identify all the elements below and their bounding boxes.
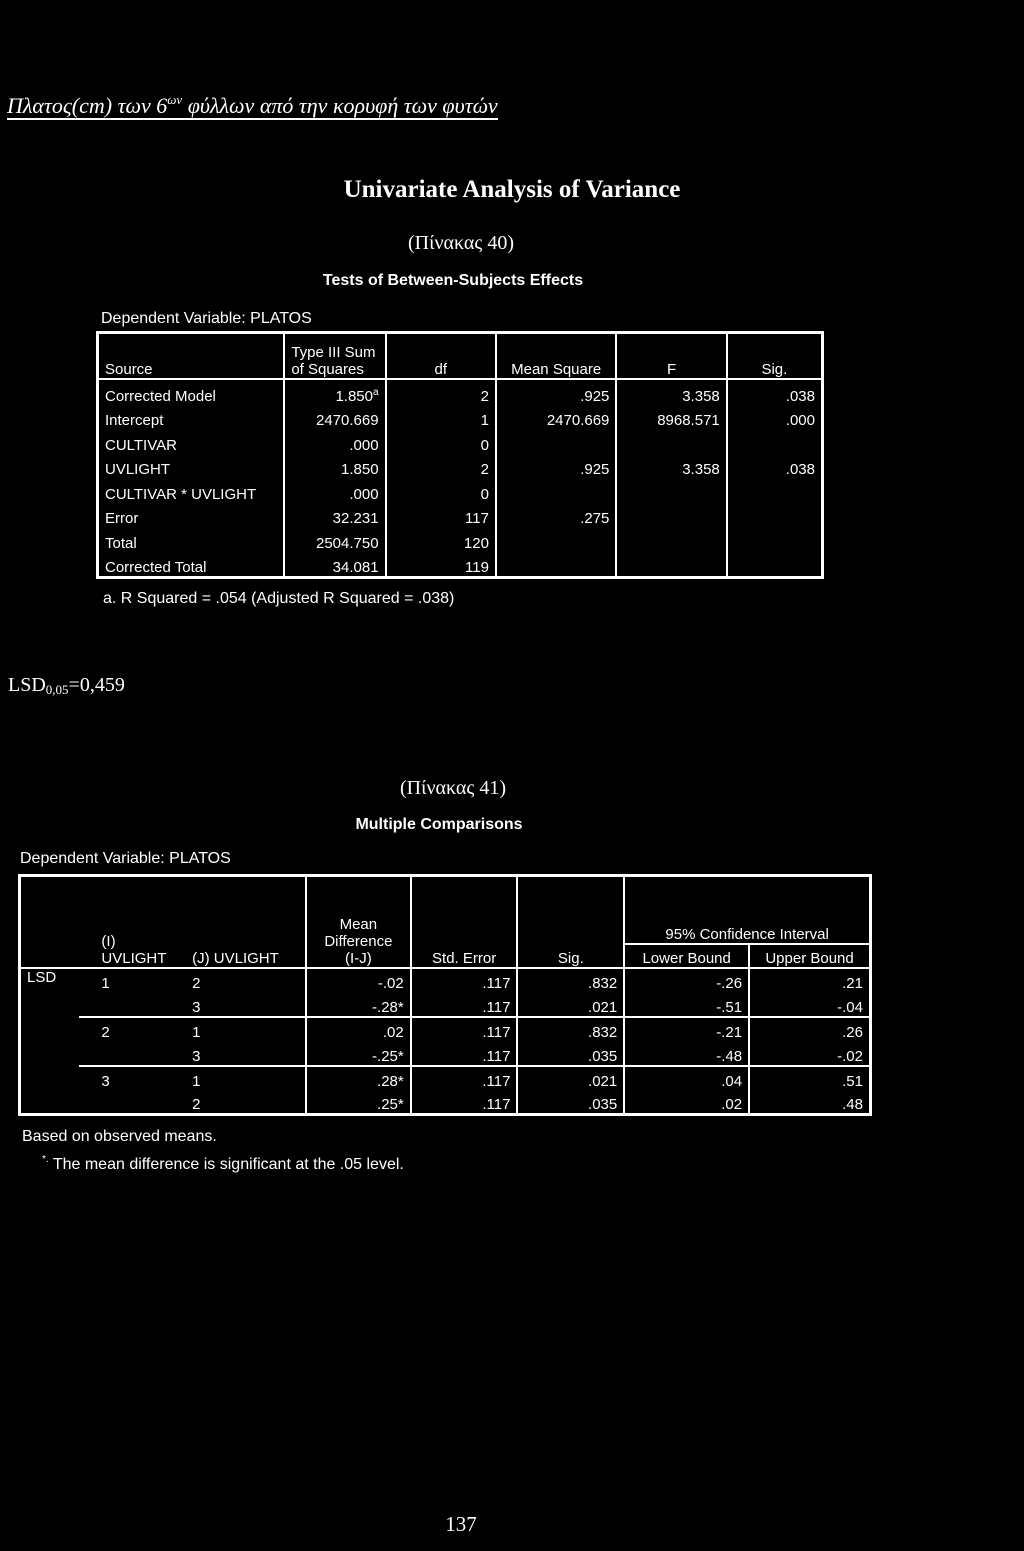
df-cell: 2 (386, 454, 496, 479)
mean-square-cell: 2470.669 (496, 405, 616, 430)
f-cell (616, 552, 726, 578)
j-uvlight-cell: 2 (178, 968, 306, 992)
header-i-uvlight: (I) UVLIGHT (79, 876, 178, 969)
i-uvlight-cell (79, 992, 178, 1016)
df-cell: 119 (386, 552, 496, 578)
j-uvlight-cell: 1 (178, 1017, 306, 1041)
multiple-comparisons-table (18, 874, 872, 1116)
sig-cell (727, 429, 823, 454)
mean-difference-cell: .25* (306, 1090, 411, 1115)
header-j-uvlight: (J) UVLIGHT (178, 876, 306, 969)
header-confidence-interval: 95% Confidence Interval (624, 876, 870, 945)
df-cell: 1 (386, 405, 496, 430)
sig-cell (727, 478, 823, 503)
anova-row (98, 503, 823, 528)
mean-difference-cell: .02 (306, 1017, 411, 1041)
lower-bound-cell: -.51 (624, 992, 749, 1016)
sig-cell: .832 (517, 1017, 624, 1041)
mean-difference-cell: -.28* (306, 992, 411, 1016)
anova-footnote: a. R Squared = .054 (Adjusted R Squared = .038) (103, 590, 455, 607)
method-cell: LSD (20, 968, 80, 1115)
mean-square-cell: .925 (496, 379, 616, 405)
anova-row (98, 454, 823, 479)
mc-footnote-significance: *. The mean difference is significant at the .05 level. (42, 1154, 404, 1173)
sum-of-squares-cell: 2470.669 (284, 405, 385, 430)
mc-footnote-observed-means: Based on observed means. (22, 1128, 217, 1145)
mean-square-cell (496, 527, 616, 552)
std-error-cell: .117 (411, 968, 518, 992)
j-uvlight-cell: 3 (178, 1041, 306, 1065)
f-cell: 3.358 (616, 454, 726, 479)
f-cell: 3.358 (616, 379, 726, 405)
j-uvlight-cell: 3 (178, 992, 306, 1016)
sum-of-squares-cell: 32.231 (284, 503, 385, 528)
header-source: Source (98, 333, 285, 380)
comparison-row (20, 968, 871, 992)
sig-cell: .035 (517, 1041, 624, 1065)
page-number: 137 (445, 1512, 477, 1536)
comparison-row (20, 992, 871, 1016)
df-cell: 117 (386, 503, 496, 528)
i-uvlight-cell: 3 (79, 1066, 178, 1090)
f-cell (616, 503, 726, 528)
header-upper-bound: Upper Bound (749, 944, 870, 968)
upper-bound-cell: .21 (842, 975, 863, 993)
anova-row (98, 478, 823, 503)
source-cell: Total (98, 527, 285, 552)
anova-row (98, 552, 823, 578)
f-cell (616, 478, 726, 503)
sig-cell: .038 (785, 387, 815, 405)
mc-dependent-variable: Dependent Variable: PLATOS (20, 850, 231, 867)
upper-bound-cell: .51 (749, 1066, 870, 1090)
anova-row (98, 429, 823, 454)
f-cell (616, 527, 726, 552)
lower-bound-cell: -.26 (624, 968, 749, 992)
anova-title: Univariate Analysis of Variance (343, 176, 681, 203)
comparison-row (20, 1066, 871, 1090)
anova-dependent-variable: Dependent Variable: PLATOS (101, 310, 312, 327)
upper-bound-cell: .48 (842, 1096, 863, 1114)
sum-of-squares-cell: 2504.750 (284, 527, 385, 552)
header-f: F (616, 333, 726, 380)
sig-cell: .021 (517, 992, 624, 1016)
upper-bound-cell: .26 (749, 1017, 870, 1041)
sum-of-squares-cell: 34.081 (284, 552, 385, 578)
header-df: df (386, 333, 496, 380)
sig-cell (727, 527, 823, 552)
mean-square-cell (496, 552, 616, 578)
f-cell: 8968.571 (616, 405, 726, 430)
upper-bound-cell: -.04 (837, 998, 863, 1016)
lower-bound-cell: -.48 (624, 1041, 749, 1065)
anova-row (98, 379, 823, 405)
header-sum-of-squares: Type III Sum of Squares (284, 333, 385, 380)
source-cell: UVLIGHT (98, 454, 285, 479)
header-method-blank (20, 876, 80, 969)
df-cell: 0 (386, 429, 496, 454)
sig-cell: .038 (785, 461, 815, 478)
header-lower-bound: Lower Bound (624, 944, 749, 968)
sum-of-squares-cell: .000 (284, 478, 385, 503)
table-ref-40: (Πίνακας 40) (408, 232, 514, 254)
comparison-row (20, 1041, 871, 1065)
source-cell: Intercept (98, 405, 285, 430)
i-uvlight-cell (79, 1041, 178, 1065)
source-cell: Corrected Model (98, 379, 285, 405)
lsd-value: $LSD_{0,05}=0,459$ (8, 674, 125, 697)
header-sig: Sig. (727, 333, 823, 380)
j-uvlight-cell: 1 (178, 1066, 306, 1090)
multiple-comparisons-title: Multiple Comparisons (355, 816, 523, 833)
mean-square-cell (496, 478, 616, 503)
upper-bound-cell: -.02 (837, 1047, 863, 1065)
sig-cell (727, 552, 823, 578)
i-uvlight-cell: 1 (101, 975, 110, 993)
j-uvlight-cell: 2 (178, 1090, 306, 1115)
lower-bound-cell: .04 (624, 1066, 749, 1090)
sig-cell: .021 (517, 1066, 624, 1090)
anova-header-row (98, 333, 823, 380)
mean-difference-cell: -.25* (306, 1041, 411, 1065)
sum-of-squares-cell: 1.850 (284, 454, 385, 479)
df-cell: 2 (386, 379, 496, 405)
df-cell: 0 (386, 478, 496, 503)
source-cell: CULTIVAR (98, 429, 285, 454)
sig-cell (727, 503, 823, 528)
df-cell: 120 (386, 527, 496, 552)
mean-square-cell: .275 (496, 503, 616, 528)
mc-header-row-top (20, 876, 871, 945)
source-cell: Corrected Total (98, 552, 285, 578)
header-mean-square: Mean Square (496, 333, 616, 380)
header-mean-difference: Mean Difference (I-J) (306, 876, 411, 969)
std-error-cell: .117 (411, 1041, 518, 1065)
sig-cell: .832 (517, 968, 624, 992)
std-error-cell: .117 (411, 1066, 518, 1090)
i-uvlight-cell: 2 (79, 1017, 178, 1041)
std-error-cell: .117 (411, 1017, 518, 1041)
sig-cell: .000 (785, 412, 815, 429)
sig-cell: .035 (517, 1090, 624, 1115)
mean-difference-cell: -.02 (306, 968, 411, 992)
lower-bound-cell: -.21 (624, 1017, 749, 1041)
header-sig: Sig. (517, 876, 624, 969)
mean-square-cell: .925 (496, 454, 616, 479)
sum-of-squares-cell: .000 (284, 429, 385, 454)
anova-subtitle: Tests of Between-Subjects Effects (322, 272, 584, 289)
i-uvlight-cell (79, 1090, 178, 1115)
header-std-error: Std. Error (411, 876, 518, 969)
mean-square-cell (496, 429, 616, 454)
mean-difference-cell: .28* (306, 1066, 411, 1090)
anova-row (98, 527, 823, 552)
f-cell (616, 429, 726, 454)
comparison-row (20, 1090, 871, 1115)
lower-bound-cell: .02 (624, 1090, 749, 1115)
comparison-row (20, 1017, 871, 1041)
std-error-cell: .117 (411, 992, 518, 1016)
std-error-cell: .117 (411, 1090, 518, 1115)
source-cell: CULTIVAR * UVLIGHT (98, 478, 285, 503)
anova-row (98, 405, 823, 430)
page-heading: Πλατος(cm) των $6^{\omega\nu}$ φύλλων από την κορυφή των φυτών (7, 88, 498, 120)
source-cell: Error (98, 503, 285, 528)
sum-of-squares-cell: 1.850$^a$ (284, 379, 385, 405)
table-ref-41: (Πίνακας 41) (400, 777, 506, 799)
anova-table (96, 331, 824, 579)
